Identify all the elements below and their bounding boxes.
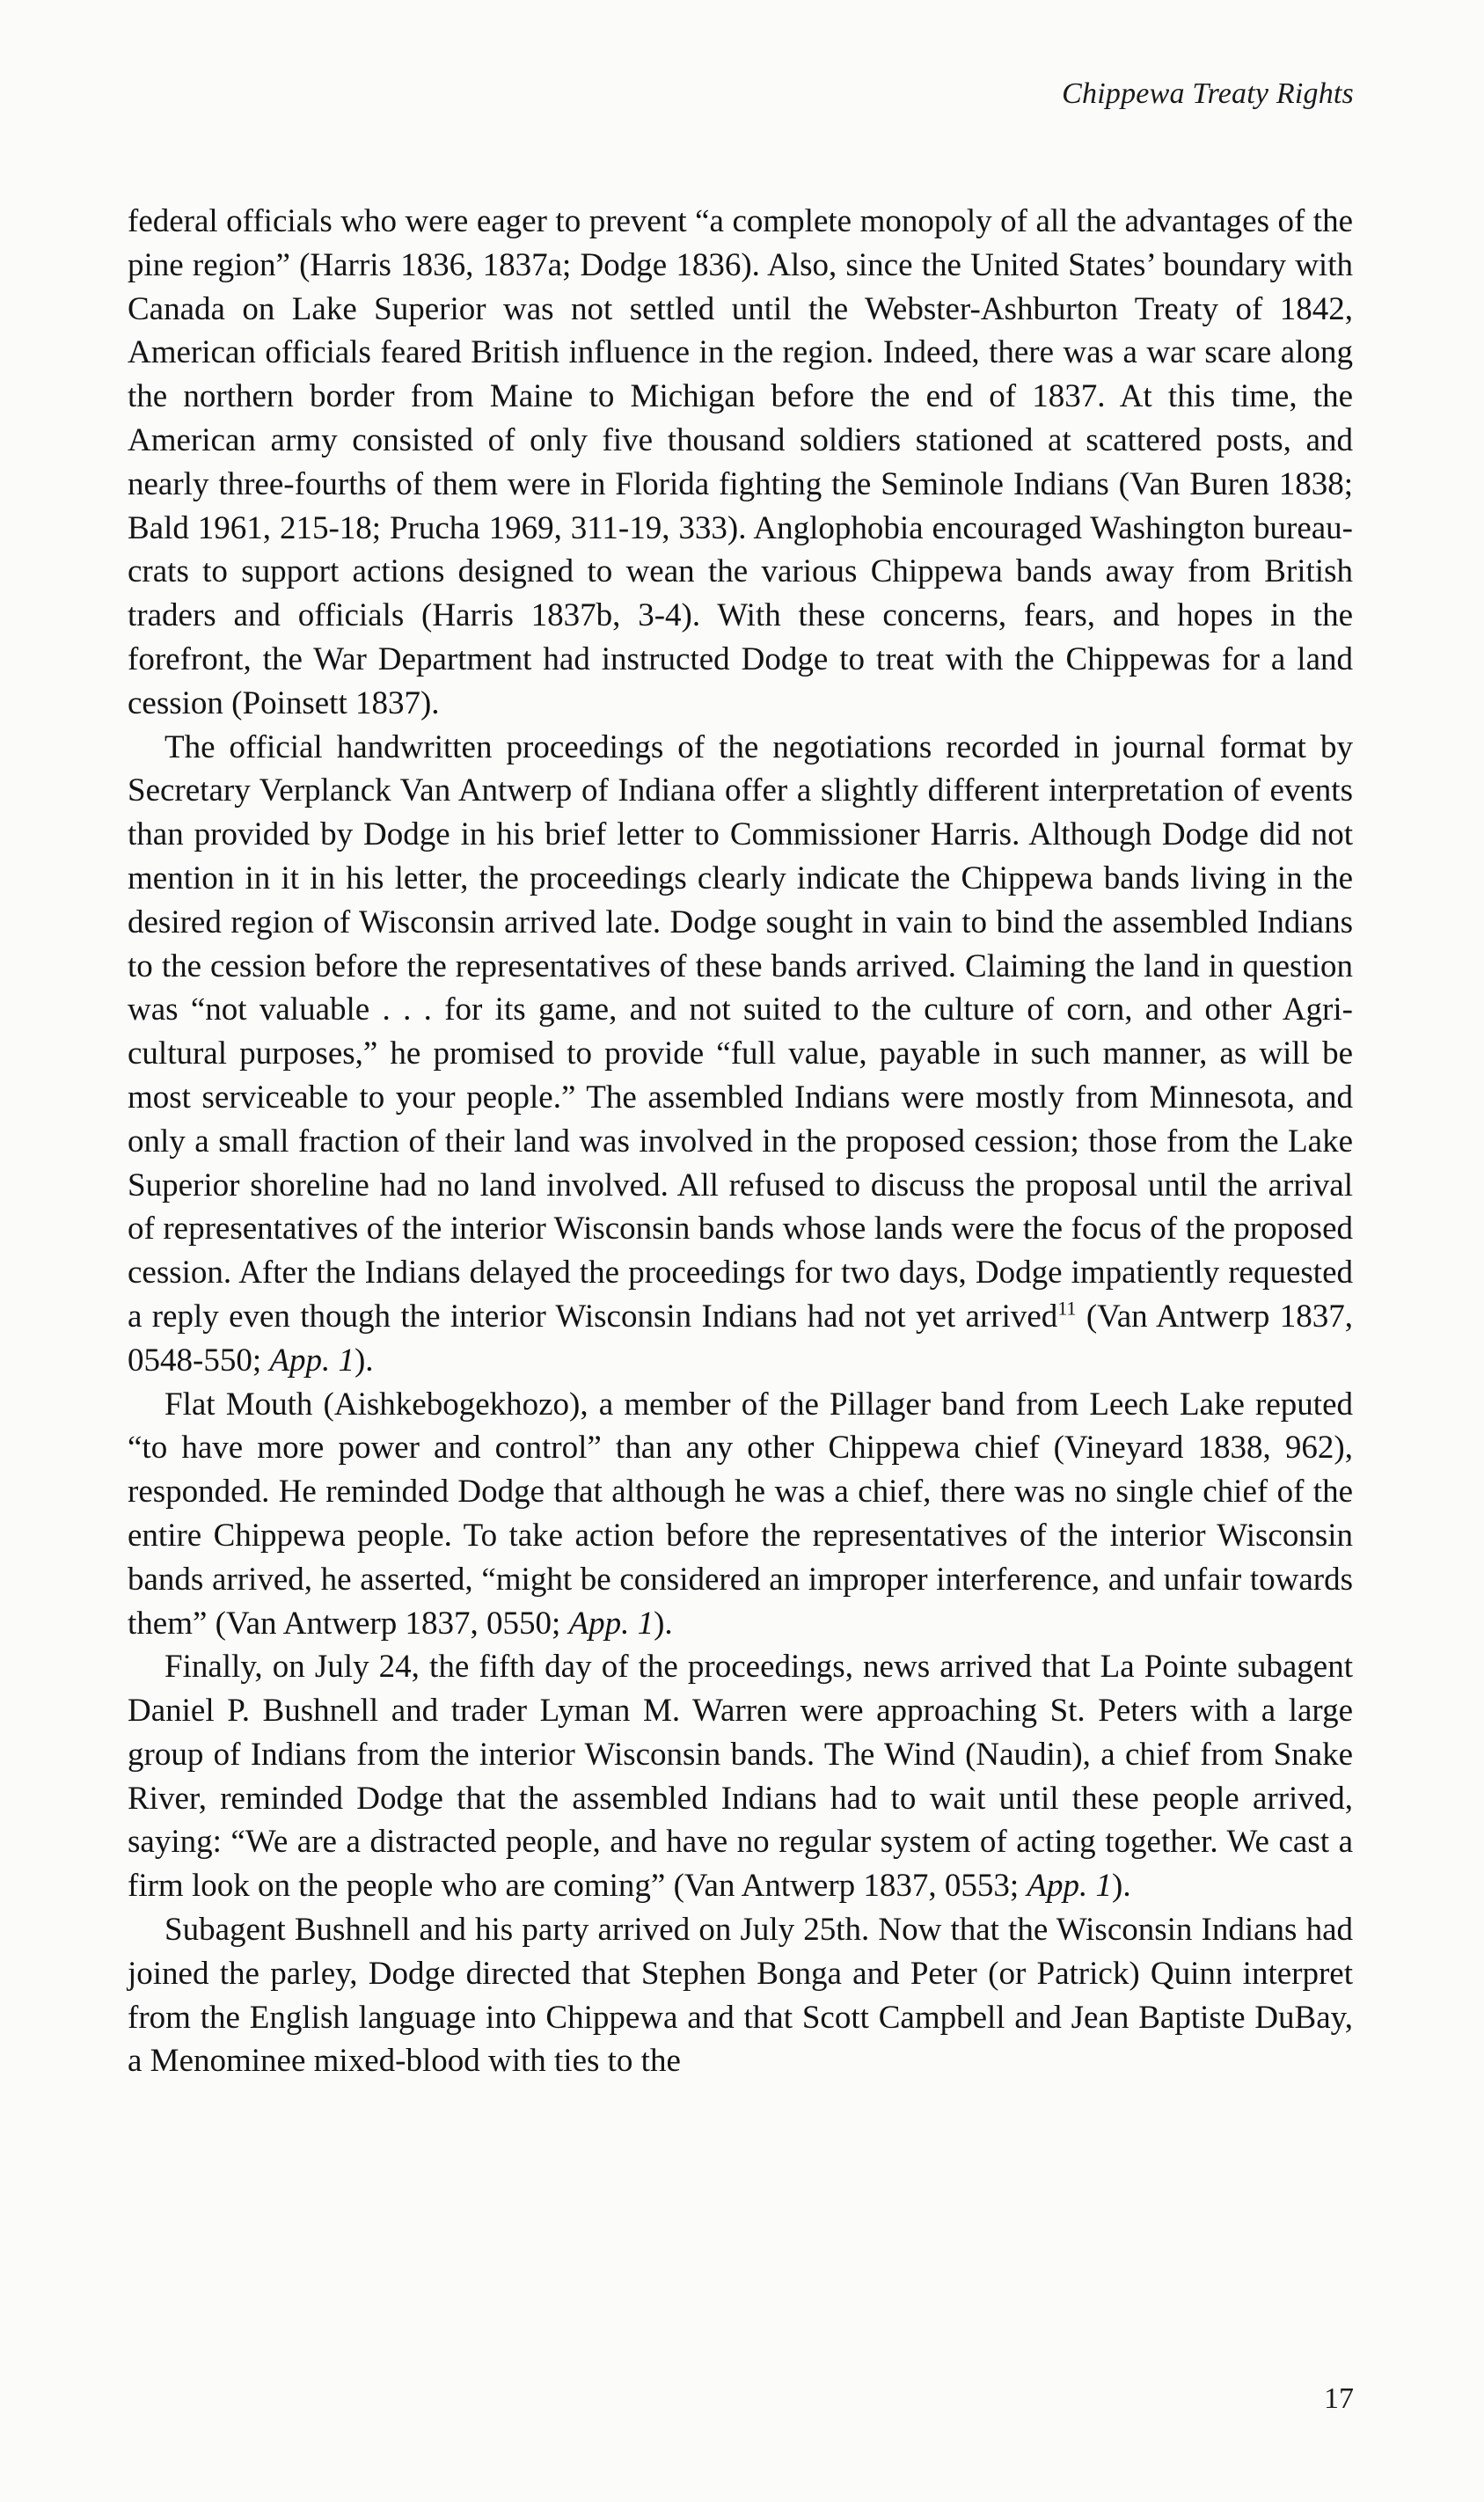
citation-close: ). — [354, 1342, 374, 1379]
appendix-ref: App. 1 — [568, 1605, 654, 1642]
citation-text: (Van Antwerp 1837, 0548-550; — [128, 1298, 1353, 1379]
citation-close: ). — [1112, 1868, 1131, 1905]
citation-close: ). — [654, 1605, 673, 1642]
paragraph-text: Subagent Bushnell and his party arrived on July 25th. Now that the Wisconsin Indians had joined the parley, Dodge directed that Stephen Bonga and Peter (or Patrick) Quinn interpret from the English language into Chippewa and that Scott Campbell and Jean Baptiste DuBay, a Menominee mixed-blood with ties to the — [128, 1912, 1353, 2080]
paragraph-text: Flat Mouth (Aishkebogekhozo), a member of the Pillager band from Leech Lake reputed “to have more power and control” than any other Chippewa chief (Vineyard 1838, 962), responded. He reminded Dodge that although he was a chief, there was no single chief of the entire Chippewa people. To take action before the representatives of the interior Wisconsin bands arrived, he asserted, “might be considered an improper interference, and unfair towards them” (Van Antwerp 1837, 0550; — [128, 1386, 1353, 1642]
paragraph — [128, 1908, 1353, 2083]
running-head: Chippewa Treaty Rights — [1062, 77, 1354, 110]
paragraph — [128, 726, 1353, 1383]
body-text — [128, 200, 1353, 2083]
page-number: 17 — [1324, 2382, 1354, 2415]
paragraph-text: Finally, on July 24, the fifth day of the proceedings, news arrived that La Pointe subagent Daniel P. Bushnell and trader Lyman M. Warren were approaching St. Peters with a large group of Indians from the interior Wisconsin bands. The Wind (Naudin), a chief from Snake River, reminded Dodge that the assembled Indians had to wait until these people arrived, saying: “We are a distracted people, and have no regular system of acting together. We cast a firm look on the people who are coming” (Van Antwerp 1837, 0553; — [128, 1649, 1353, 1905]
paragraph — [128, 200, 1353, 726]
paragraph — [128, 1383, 1353, 1646]
paragraph-text: federal officials who were eager to prevent “a complete monopoly of all the advantages of the pine region” (Harris 1836, 1837a; Dodge 1836). Also, since the United States’ boundary with Canada on Lake Superior was not settled until the Webster-Ashburton Treaty of 1842, American officials feared British influence in the region. Indeed, there was a war scare along the northern border from Maine to Michigan before the end of 1837. At this time, the American army consisted of only five thousand soldiers stationed at scattered posts, and nearly three-fourths of them were in Florida fighting the Seminole Indians (Van Buren 1838; Bald 1961, 215-18; Prucha 1969, 311-19, 333). Anglophobia encouraged Washington bureaucrats to support actions designed to wean the various Chippewa bands away from British traders and officials (Harris 1837b, 3-4). With these concerns, fears, and hopes in the forefront, the War Department had instructed Dodge to treat with the Chippewas for a land cession (Poinsett 1837). — [128, 203, 1353, 721]
appendix-ref: App. 1 — [1027, 1868, 1113, 1905]
paragraph-text: The official handwritten proceedings of the negotiations recorded in journal format by Secretary Verplanck Van Antwerp of Indiana offer a slightly different interpretation of events than provided by Dodge in his brief letter to Commissioner Harris. Although Dodge did not mention in it in his letter, the proceedings clearly indicate the Chippewa bands living in the desired region of Wisconsin arrived late. Dodge sought in vain to bind the assembled Indians to the cession before the representatives of these bands arrived. Claiming the land in question was “not valuable . . . for its game, and not suited to the culture of corn, and other Agricultural purposes,” he promised to provide “full value, payable in such manner, as will be most serviceable to your people.” The assembled Indians were mostly from Minnesota, and only a small fraction of their land was involved in the proposed cession; those from the Lake Superior shoreline had no land involved. All refused to discuss the proposal until the arrival of representatives of the interior Wisconsin bands whose lands were the focus of the proposed cession. After the Indians delayed the proceedings for two days, Dodge impatiently requested a reply even though the interior Wisconsin Indians had not yet arrived — [128, 728, 1353, 1335]
footnote-ref: 11 — [1057, 1297, 1077, 1320]
appendix-ref: App. 1 — [269, 1342, 355, 1379]
paragraph — [128, 1645, 1353, 1908]
